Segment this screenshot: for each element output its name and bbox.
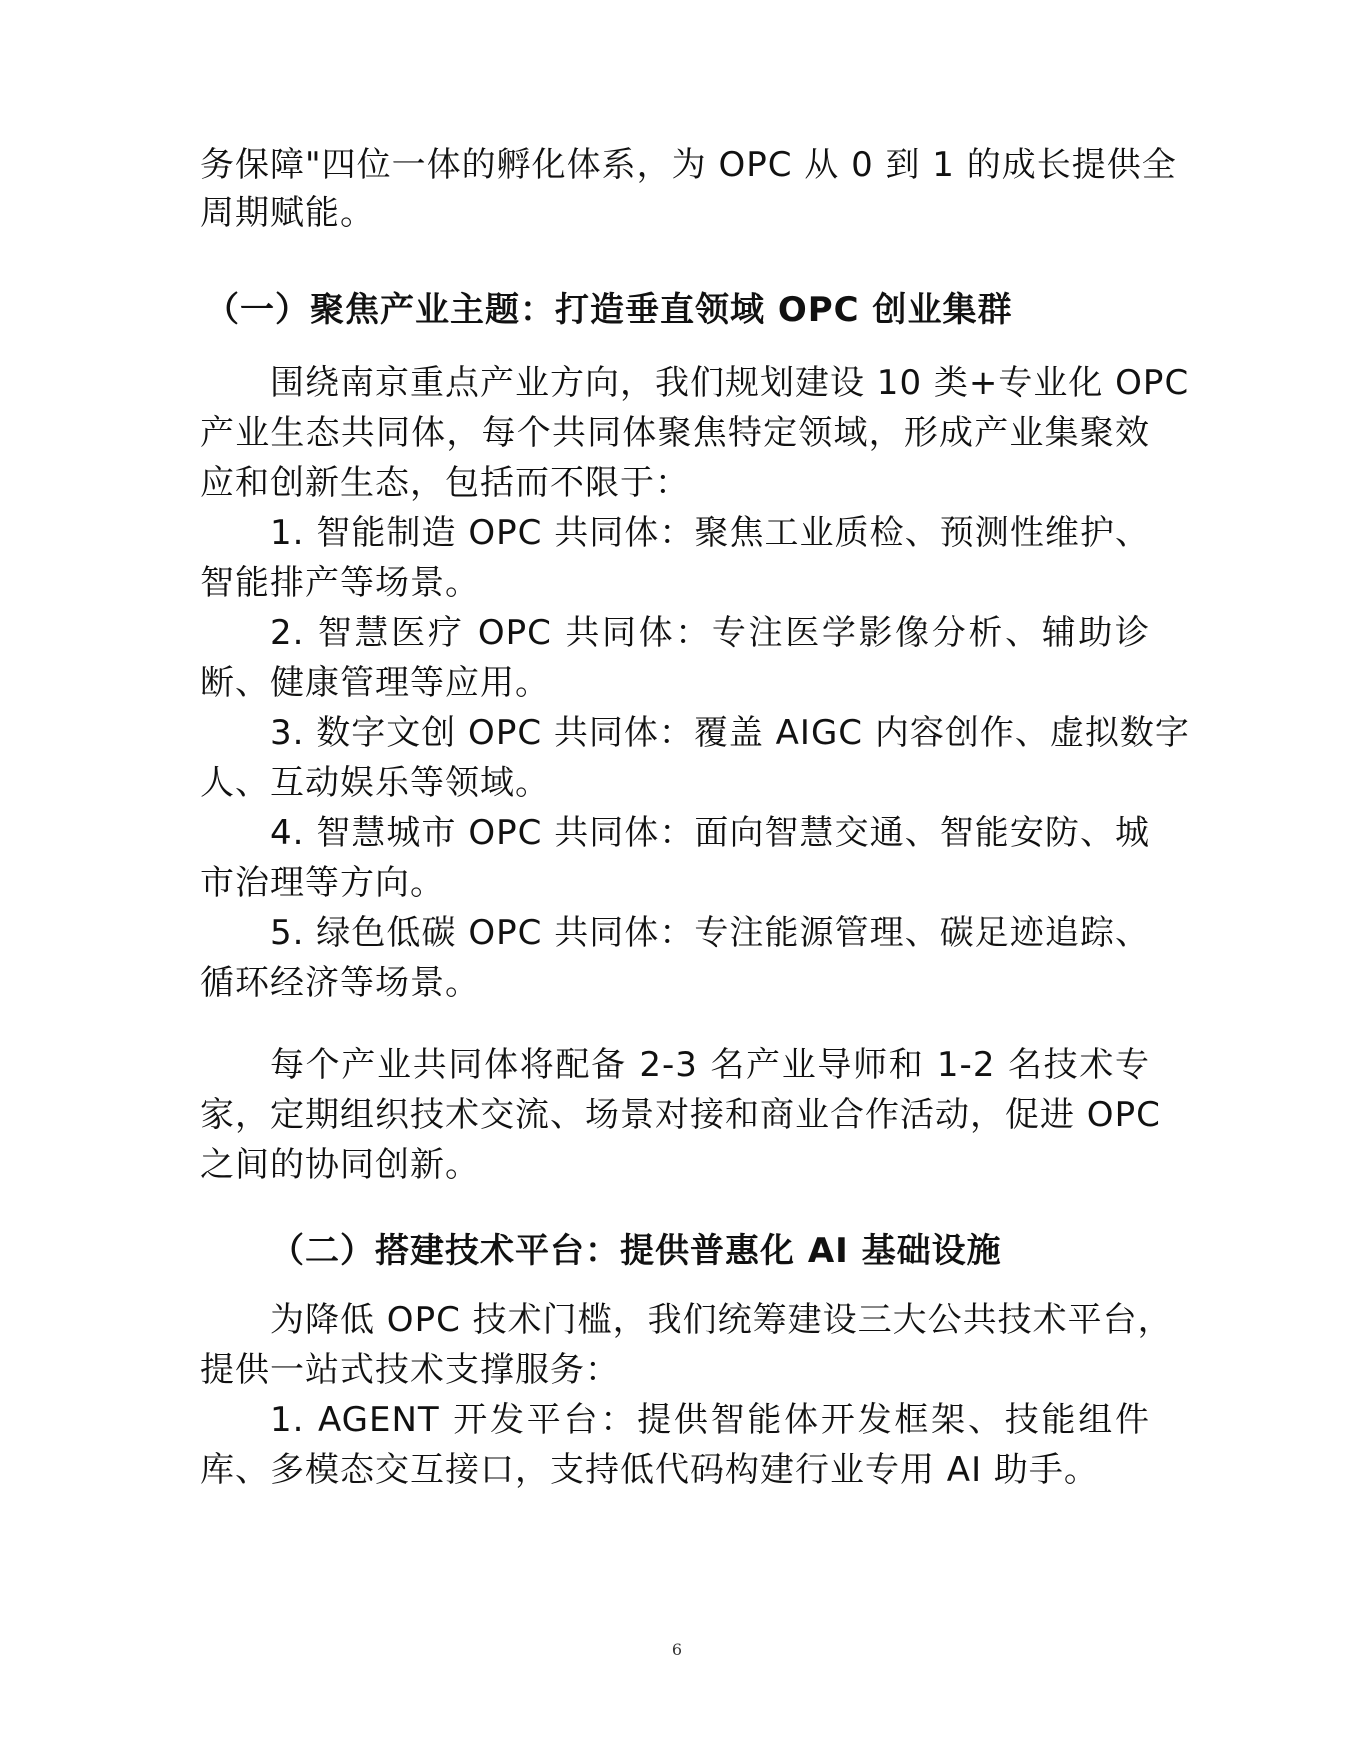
list-item-3-line-1: 3. 数字文创 OPC 共同体：覆盖 AIGC 内容创作、虚拟数字 <box>270 713 1190 753</box>
paragraph-intro-line-2: 周期赋能。 <box>200 193 375 233</box>
list-item-4-line-2: 市治理等方向。 <box>200 863 445 903</box>
list-item-2-line-2: 断、健康管理等应用。 <box>200 663 550 703</box>
paragraph-mentors-line-2: 家，定期组织技术交流、场景对接和商业合作活动，促进 OPC <box>200 1095 1161 1135</box>
paragraph-intro-line-1: 务保障"四位一体的孵化体系，为 OPC 从 0 到 1 的成长提供全 <box>200 145 1177 185</box>
paragraph-industry-line-3: 应和创新生态，包括而不限于： <box>200 463 690 503</box>
paragraph-mentors-line-3: 之间的协同创新。 <box>200 1145 480 1185</box>
list-item-2-line-1: 2. 智慧医疗 OPC 共同体：专注医学影像分析、辅助诊 <box>270 613 1150 653</box>
paragraph-industry-line-2: 产业生态共同体，每个共同体聚焦特定领域，形成产业集聚效 <box>200 413 1150 453</box>
list-item-5-line-1: 5. 绿色低碳 OPC 共同体：专注能源管理、碳足迹追踪、 <box>270 913 1150 953</box>
list-item-4-line-1: 4. 智慧城市 OPC 共同体：面向智慧交通、智能安防、城 <box>270 813 1150 853</box>
paragraph-platform-line-1: 为降低 OPC 技术门槛，我们统筹建设三大公共技术平台， <box>270 1300 1173 1340</box>
paragraph-platform-line-2: 提供一站式技术支撑服务： <box>200 1350 620 1390</box>
section-heading-1: （一）聚焦产业主题：打造垂直领域 OPC 创业集群 <box>205 290 1013 330</box>
section-heading-2: （二）搭建技术平台：提供普惠化 AI 基础设施 <box>270 1231 1002 1271</box>
list-item-3-line-2: 人、互动娱乐等领域。 <box>200 763 550 803</box>
page-number: 6 <box>671 1640 683 1659</box>
platform-item-1-line-1: 1. AGENT 开发平台：提供智能体开发框架、技能组件 <box>270 1400 1150 1440</box>
list-item-5-line-2: 循环经济等场景。 <box>200 963 480 1003</box>
list-item-1-line-1: 1. 智能制造 OPC 共同体：聚焦工业质检、预测性维护、 <box>270 513 1150 553</box>
platform-item-1-line-2: 库、多模态交互接口，支持低代码构建行业专用 AI 助手。 <box>200 1450 1099 1490</box>
paragraph-mentors-line-1: 每个产业共同体将配备 2-3 名产业导师和 1-2 名技术专 <box>270 1045 1150 1085</box>
paragraph-industry-line-1: 围绕南京重点产业方向，我们规划建设 10 类+专业化 OPC <box>270 363 1190 403</box>
list-item-1-line-2: 智能排产等场景。 <box>200 563 480 603</box>
